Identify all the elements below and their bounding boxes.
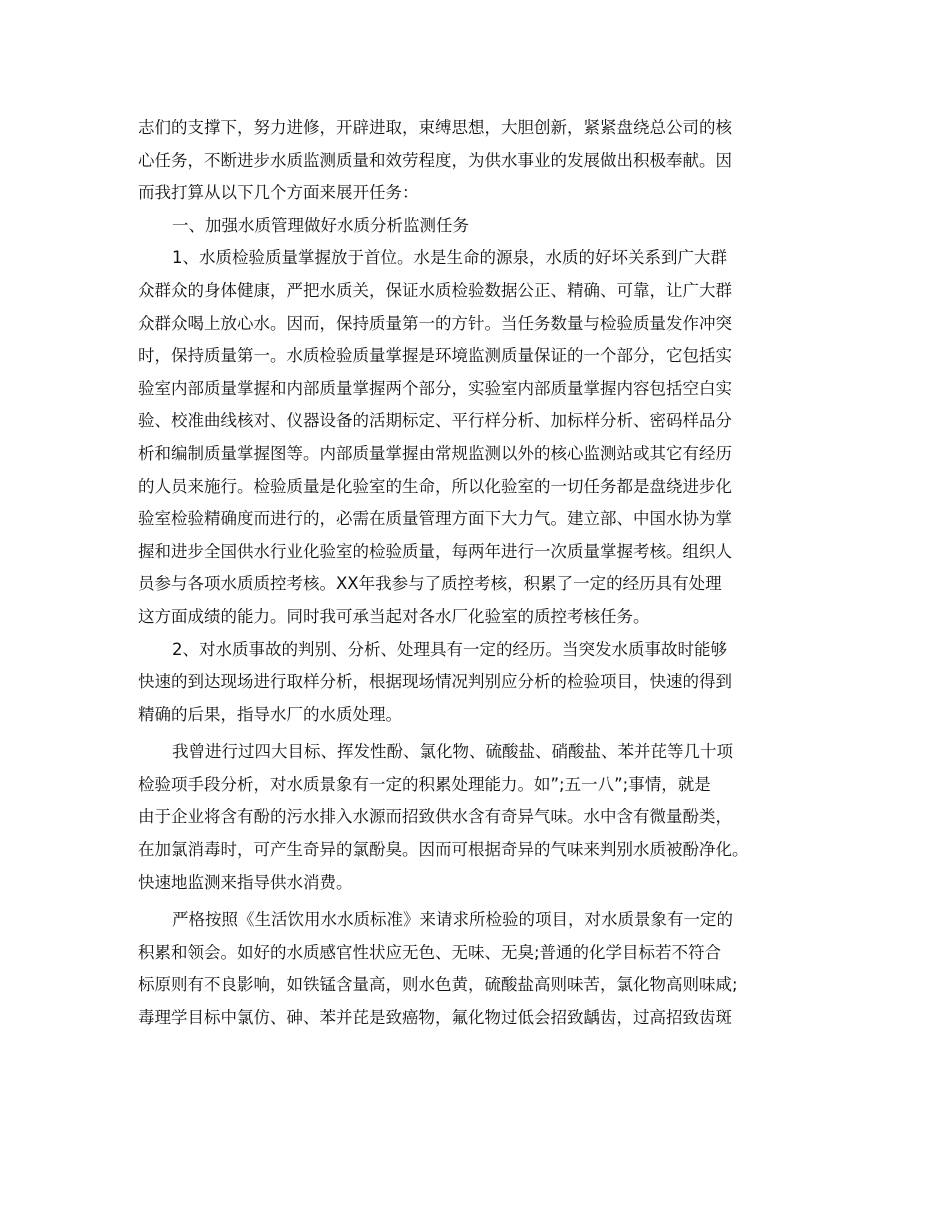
text-line: 快速地监测来指导供水消费。 [138, 872, 353, 892]
text-line: 而我打算从以下几个方面来展开任务： [138, 183, 419, 203]
text-line: 1、水质检验质量掌握放于首位。水是生命的源泉，水质的好坏关系到广大群 [172, 248, 727, 268]
text-line: 精确的后果，指导水厂的水质处理。 [138, 704, 402, 724]
text-line: 我曾进行过四大目标、挥发性酚、氯化物、硫酸盐、硝酸盐、苯并芘等几十项 [172, 742, 733, 762]
text-line: 众群众喝上放心水。因而，保持质量第一的方针。当任务数量与检验质量发作冲突 [138, 313, 732, 333]
text-line: 验室检验精确度而进行的，必需在质量管理方面下大力气。建立部、中国水协为掌 [138, 509, 732, 529]
document-body [138, 112, 826, 1035]
text-line: 这方面成绩的能力。同时我可承当起对各水厂化验室的质控考核任务。 [138, 606, 650, 626]
text-line: 众群众的身体健康，严把水质关，保证水质检验数据公正、精确、可靠，让广大群 [138, 280, 732, 300]
paragraph [138, 112, 826, 210]
text-line: 志们的支撑下，努力进修，开辟进取，束缚思想，大胆创新，紧紧盘绕总公司的核 [138, 118, 732, 137]
text-line: 一、加强水质管理做好水质分析监测任务 [172, 215, 469, 235]
paragraph [138, 736, 826, 899]
text-line: 标原则有不良影响，如铁锰含量高，则水色黄，硫酸盐高则味苦，氯化物高则味咸; [138, 975, 738, 995]
text-line: 验、校准曲线核对、仪器设备的活期标定、平行样分析、加标样分析、密码样品分 [138, 411, 732, 431]
text-line: 积累和领会。如好的水质感官性状应无色、无味、无臭;普通的化学目标若不符合 [138, 942, 722, 962]
text-line: 毒理学目标中氯仿、砷、苯并芘是致癌物，氟化物过低会招致龋齿，过高招致齿斑 [138, 1008, 732, 1028]
paragraph [138, 210, 826, 243]
paragraph [138, 634, 826, 732]
text-line: 快速的到达现场进行取样分析，根据现场情况判别应分析的检验项目，快速的得到 [138, 672, 732, 692]
paragraph [138, 904, 826, 1034]
text-line: 握和进步全国供水行业化验室的检验质量，每两年进行一次质量掌握考核。组织人 [138, 541, 732, 561]
text-line: 时，保持质量第一。水质检验质量掌握是环境监测质量保证的一个部分，它包括实 [138, 346, 732, 366]
text-line: 在加氯消毒时，可产生奇异的氯酚臭。因而可根据奇异的气味来判别水质被酚净化。 [138, 840, 749, 860]
text-line: 析和编制质量掌握图等。内部质量掌握由常规监测以外的核心监测站或其它有经历 [138, 443, 732, 463]
text-line: 验室内部质量掌握和内部质量掌握两个部分，实验室内部质量掌握内容包括空白实 [138, 378, 732, 398]
text-line: 员参与各项水质质控考核。XX年我参与了质控考核，积累了一定的经历具有处理 [138, 574, 722, 594]
text-line: 的人员来施行。检验质量是化验室的生命，所以化验室的一切任务都是盘绕进步化 [138, 476, 732, 496]
paragraph [138, 242, 826, 633]
text-line: 由于企业将含有酚的污水排入水源而招致供水含有奇异气味。水中含有微量酚类， [138, 807, 732, 827]
text-line: 严格按照《生活饮用水水质标准》来请求所检验的项目，对水质景象有一定的 [172, 910, 733, 930]
text-line: 检验项手段分析，对水质景象有一定的积累处理能力。如”;五一八”;事情，就是 [138, 774, 711, 794]
text-line: 心任务，不断进步水质监测质量和效劳程度，为供水事业的发展做出积极奉献。因 [138, 150, 732, 170]
text-line: 2、对水质事故的判别、分析、处理具有一定的经历。当突发水质事故时能够 [172, 639, 727, 659]
